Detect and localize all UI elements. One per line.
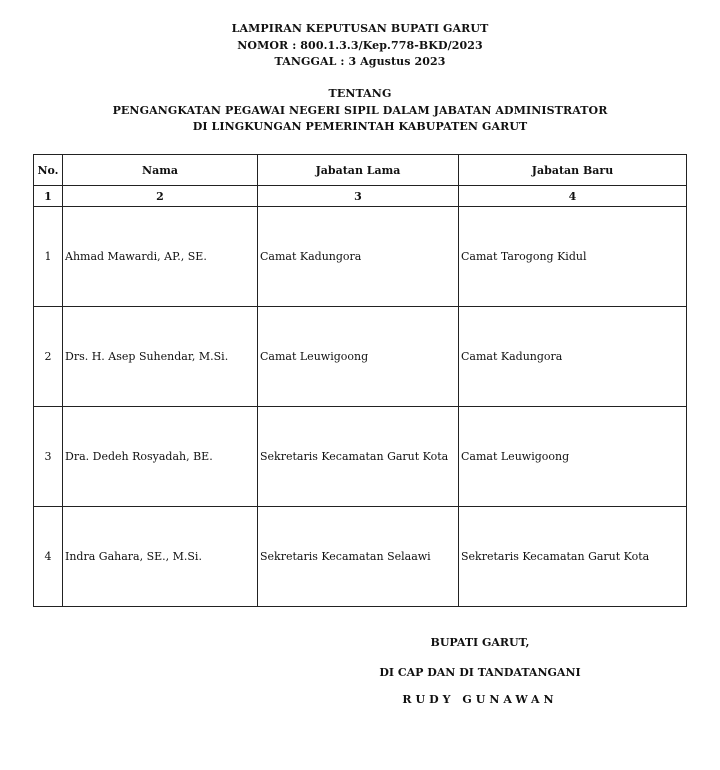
row-jabatan-lama-cell: Sekretaris Kecamatan Garut Kota xyxy=(258,407,459,507)
row-no-cell: 2 xyxy=(34,307,63,407)
header-subject-line2: DI LINGKUNGAN PEMERINTAH KABUPATEN GARUT xyxy=(192,120,528,133)
row-nama-cell: Ahmad Mawardi, AP., SE. xyxy=(63,207,258,307)
column-number-cell: 2 xyxy=(63,186,258,207)
column-number-cell: 4 xyxy=(459,186,687,207)
table-row xyxy=(34,307,687,407)
table-row xyxy=(34,507,687,607)
row-no-cell: 3 xyxy=(34,407,63,507)
row-nama-cell: Drs. H. Asep Suhendar, M.Si. xyxy=(63,307,258,407)
row-jabatan-lama-cell: Camat Kadungora xyxy=(258,207,459,307)
row-jabatan-baru-cell: Camat Leuwigoong xyxy=(459,407,687,507)
table-header-row xyxy=(34,155,687,186)
row-jabatan-baru-cell: Sekretaris Kecamatan Garut Kota xyxy=(459,507,687,607)
column-number-row xyxy=(34,186,687,207)
header-nomor: NOMOR : 800.1.3.3/Kep.778-BKD/2023 xyxy=(237,39,483,52)
appointment-table xyxy=(33,154,687,607)
column-number-cell: 1 xyxy=(34,186,63,207)
row-no-cell: 4 xyxy=(34,507,63,607)
header-lampiran: LAMPIRAN KEPUTUSAN BUPATI GARUT xyxy=(231,22,489,35)
row-nama-cell: Indra Gahara, SE., M.Si. xyxy=(63,507,258,607)
header-tentang: TENTANG xyxy=(328,87,392,100)
table-row xyxy=(34,207,687,307)
row-jabatan-lama-cell: Camat Leuwigoong xyxy=(258,307,459,407)
header-cell-jabatan-baru: Jabatan Baru xyxy=(459,155,687,186)
row-jabatan-baru-cell: Camat Tarogong Kidul xyxy=(459,207,687,307)
row-jabatan-lama-cell: Sekretaris Kecamatan Selaawi xyxy=(258,507,459,607)
header-cell-no: No. xyxy=(34,155,63,186)
header-cell-nama: Nama xyxy=(63,155,258,186)
header-tanggal: TANGGAL : 3 Agustus 2023 xyxy=(274,55,446,68)
row-no-cell: 1 xyxy=(34,207,63,307)
row-nama-cell: Dra. Dedeh Rosyadah, BE. xyxy=(63,407,258,507)
row-jabatan-baru-cell: Camat Kadungora xyxy=(459,307,687,407)
header-subject-line1: PENGANGKATAN PEGAWAI NEGERI SIPIL DALAM JABATAN ADMINISTRATOR xyxy=(112,104,608,117)
signature-note: DI CAP DAN DI TANDATANGANI xyxy=(379,666,581,679)
table-row xyxy=(34,407,687,507)
signatory-name: RUDY GUNAWAN xyxy=(402,693,558,706)
column-number-cell: 3 xyxy=(258,186,459,207)
signature-title: BUPATI GARUT, xyxy=(430,636,530,649)
header-cell-jabatan-lama: Jabatan Lama xyxy=(258,155,459,186)
